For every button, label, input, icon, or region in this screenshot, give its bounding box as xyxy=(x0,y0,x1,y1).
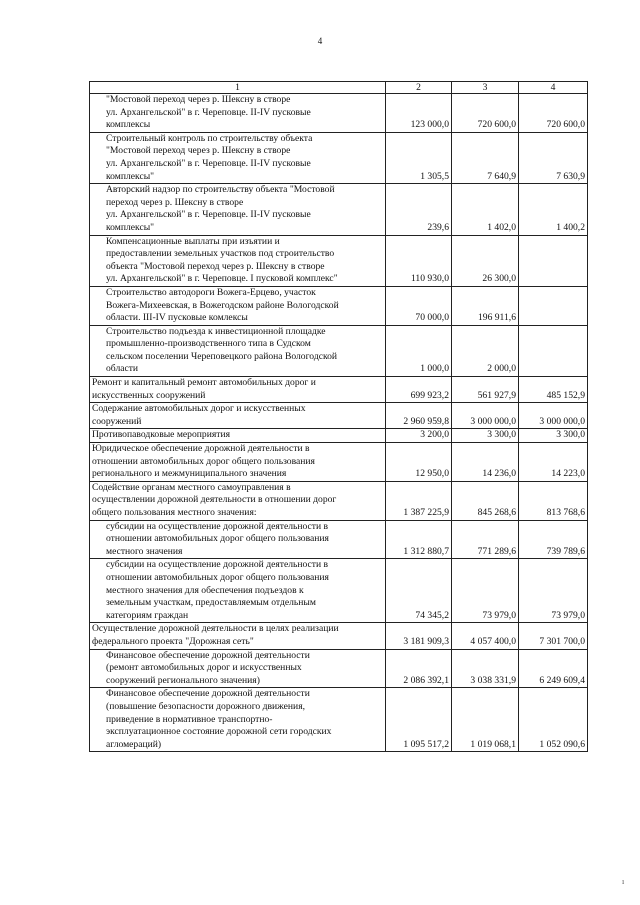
value-col-2: 12 950,0 xyxy=(386,443,452,482)
value-col-2: 1 305,5 xyxy=(386,132,452,183)
table-row xyxy=(90,688,588,752)
table-row xyxy=(90,377,588,403)
value-col-3: 14 236,0 xyxy=(452,443,519,482)
row-label: Ремонт и капитальный ремонт автомобильных дорог и искусственных сооружений xyxy=(90,377,386,403)
row-label: субсидии на осуществление дорожной деятельности в отношении автомобильных дорог общего пользования местного значения xyxy=(90,520,386,559)
value-col-4: 14 223,0 xyxy=(519,443,588,482)
value-col-2: 3 200,0 xyxy=(386,429,452,443)
value-col-3: 2 000,0 xyxy=(452,325,519,376)
column-header-1: 1 xyxy=(90,82,386,94)
value-col-3: 3 038 331,9 xyxy=(452,649,519,688)
value-col-3: 1 019 068,1 xyxy=(452,688,519,752)
value-col-4: 7 630,9 xyxy=(519,132,588,183)
value-col-3: 3 300,0 xyxy=(452,429,519,443)
value-col-4: 7 301 700,0 xyxy=(519,623,588,649)
value-col-3: 3 000 000,0 xyxy=(452,403,519,429)
row-label: Строительство подъезда к инвестиционной площадке промышленно-производственного типа в Судском сельском поселении Череповецкого района Вологодской области xyxy=(90,325,386,376)
value-col-2: 123 000,0 xyxy=(386,94,452,133)
value-col-4: 3 300,0 xyxy=(519,429,588,443)
column-header-3: 3 xyxy=(452,82,519,94)
value-col-3: 1 402,0 xyxy=(452,184,519,235)
column-header-4: 4 xyxy=(519,82,588,94)
row-label: Финансовое обеспечение дорожной деятельности (ремонт автомобильных дорог и искусственных сооружений регионального значения) xyxy=(90,649,386,688)
budget-table xyxy=(89,81,588,752)
table-row xyxy=(90,286,588,325)
table-row xyxy=(90,325,588,376)
value-col-2: 239,6 xyxy=(386,184,452,235)
value-col-3: 720 600,0 xyxy=(452,94,519,133)
value-col-4: 73 979,0 xyxy=(519,559,588,623)
value-col-3: 196 911,6 xyxy=(452,286,519,325)
value-col-2: 110 930,0 xyxy=(386,235,452,286)
row-label: Содержание автомобильных дорог и искусственных сооружений xyxy=(90,403,386,429)
table-row xyxy=(90,94,588,133)
value-col-2: 2 086 392,1 xyxy=(386,649,452,688)
table-row xyxy=(90,184,588,235)
table-row xyxy=(90,443,588,482)
value-col-2: 1 000,0 xyxy=(386,325,452,376)
value-col-2: 1 387 225,9 xyxy=(386,481,452,520)
value-col-3: 26 300,0 xyxy=(452,235,519,286)
value-col-4 xyxy=(519,286,588,325)
row-label: Авторский надзор по строительству объекта "Мостовой переход через р. Шексну в створе ул. Архангельской" в г. Череповце. II-IV пусковые комплексы" xyxy=(90,184,386,235)
column-header-2: 2 xyxy=(386,82,452,94)
value-col-3: 845 268,6 xyxy=(452,481,519,520)
value-col-4: 1 400,2 xyxy=(519,184,588,235)
value-col-4: 3 000 000,0 xyxy=(519,403,588,429)
value-col-2: 699 923,2 xyxy=(386,377,452,403)
row-label: Содействие органам местного самоуправления в осуществлении дорожной деятельности в отношении дорог общего пользования местного значения: xyxy=(90,481,386,520)
table-row xyxy=(90,235,588,286)
row-label: Противопаводковые мероприятия xyxy=(90,429,386,443)
table-row xyxy=(90,429,588,443)
value-col-2: 74 345,2 xyxy=(386,559,452,623)
table-row xyxy=(90,132,588,183)
value-col-3: 73 979,0 xyxy=(452,559,519,623)
value-col-4: 739 789,6 xyxy=(519,520,588,559)
table-row xyxy=(90,649,588,688)
value-col-2: 3 181 909,3 xyxy=(386,623,452,649)
row-label: Осуществление дорожной деятельности в целях реализации федерального проекта "Дорожная сеть" xyxy=(90,623,386,649)
value-col-3: 561 927,9 xyxy=(452,377,519,403)
table-row xyxy=(90,403,588,429)
value-col-2: 1 312 880,7 xyxy=(386,520,452,559)
table-row xyxy=(90,481,588,520)
row-label: Юридическое обеспечение дорожной деятельности в отношении автомобильных дорог общего пользования регионального и межмуниципального значения xyxy=(90,443,386,482)
row-label: "Мостовой переход через р. Шексну в створе ул. Архангельской" в г. Череповце. II-IV пусковые комплексы xyxy=(90,94,386,133)
value-col-4: 1 052 090,6 xyxy=(519,688,588,752)
row-label: Строительный контроль по строительству объекта "Мостовой переход через р. Шексну в створе ул. Архангельской" в г. Череповце. II-IV пусковые комплексы" xyxy=(90,132,386,183)
value-col-2: 1 095 517,2 xyxy=(386,688,452,752)
value-col-2: 70 000,0 xyxy=(386,286,452,325)
value-col-4: 485 152,9 xyxy=(519,377,588,403)
table-body xyxy=(90,82,588,752)
page-number: 4 xyxy=(317,36,323,46)
row-label: Компенсационные выплаты при изъятии и предоставлении земельных участков под строительство объекта "Мостовой переход через р. Шексну в створе ул. Архангельской" в г. Череповце. I пусковой комплекс" xyxy=(90,235,386,286)
table-row xyxy=(90,520,588,559)
value-col-3: 7 640,9 xyxy=(452,132,519,183)
value-col-4 xyxy=(519,235,588,286)
column-number-row xyxy=(90,82,588,94)
row-label: Строительство автодороги Вожега-Ерцево, участок Вожега-Михеевская, в Вожегодском районе Вологодской области. III-IV пусковые комлексы xyxy=(90,286,386,325)
row-label: субсидии на осуществление дорожной деятельности в отношении автомобильных дорог общего пользования местного значения для обеспечения подъездов к земельным участкам, предоставляемым отдельным категориям граждан xyxy=(90,559,386,623)
value-col-3: 4 057 400,0 xyxy=(452,623,519,649)
row-label: Финансовое обеспечение дорожной деятельности (повышение безопасности дорожного движения, приведение в нормативное транспортно- эксплуатационное состояние дорожной сети городских агломераций) xyxy=(90,688,386,752)
edge-mark: ı xyxy=(622,877,625,886)
value-col-4 xyxy=(519,325,588,376)
value-col-4: 6 249 609,4 xyxy=(519,649,588,688)
value-col-4: 813 768,6 xyxy=(519,481,588,520)
value-col-3: 771 289,6 xyxy=(452,520,519,559)
value-col-2: 2 960 959,8 xyxy=(386,403,452,429)
value-col-4: 720 600,0 xyxy=(519,94,588,133)
table-row xyxy=(90,559,588,623)
table-row xyxy=(90,623,588,649)
